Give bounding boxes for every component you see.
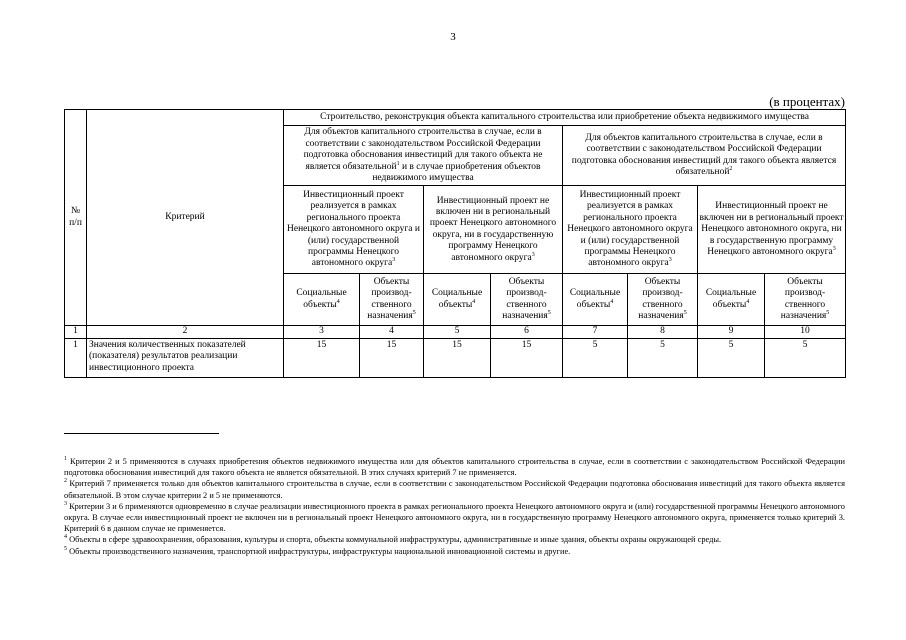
leaf-social [563,274,628,326]
column-number: 6 [491,326,563,338]
group-header-a [284,126,563,186]
column-number: 5 [424,326,491,338]
column-number: 10 [765,326,846,338]
footnote-ref: 3 [668,257,672,264]
leaf-text: Объекты производ-ственного назначения [780,277,827,322]
subheader-text: Инвестиционный проект реализуется в рамках регионального проекта Ненецкого автономного округа и (или) государственной программы Ненецкого автономного округа [287,189,420,269]
footnote-text: Объекты в сфере здравоохранения, образования, культуры и спорта, объекты коммунальной инфраструктуры, административные и иные здания, объекты охраны окружающей среды. [67,535,722,545]
footnote-ref: 5 [826,310,830,317]
leaf-social [424,274,491,326]
leaf-text: Объекты производ-ственного назначения [502,277,548,322]
group-header-b [563,126,846,186]
row-criterion: Значения количественных показателей (показателя) результатов реализации инвестиционного проекта [87,338,284,377]
leaf-industrial [491,274,563,326]
footnote-text: Критерий 7 применяется только для объектов капитального строительства в случае, если в соответствии с законодательством Российской Федерации подготовка обоснования инвестиций для такого объекта является обязательной. В этом случае критерии 2 и 5 не применяются. [64,479,845,500]
page-number: 3 [450,31,456,43]
leaf-text: Социальные объекты [705,288,757,310]
leaf-text: Объекты производ-ственного назначения [638,277,684,322]
footnote-text: Критерии 3 и 6 применяются одновременно в случае реализации инвестиционного проекта в рамках регионального проекта Ненецкого автономного округа и (или) государственной программы Ненецкого автономного округа. В случае если инвестиционный проект не включен ни в региональный проект Ненецкого автономного округа, ни в государственную программу Ненецкого автономного округа, применяется только критерий 3. Критерий 6 в данном случае не применяется. [64,501,845,534]
footnotes [64,456,845,557]
footnote-text: Объекты производственного назначения, транспортной инфраструктуры, инфраструктуры национальной инновационной системы и другие. [67,546,571,556]
row-value: 5 [563,338,628,377]
footnote-mark: 4 [64,534,67,541]
subheader-included-a [284,186,424,274]
footnote-ref: 2 [729,166,733,173]
subheader-included-b [563,186,698,274]
leaf-industrial [628,274,698,326]
footnote [64,456,845,478]
footnote-ref: 4 [746,298,750,305]
footnote-ref: 5 [412,310,416,317]
footnote-ref: 1 [396,160,400,167]
footnote-ref: 3 [531,251,535,258]
leaf-text: Социальные объекты [296,288,347,310]
footnote-ref: 3 [392,257,396,264]
row-value: 5 [765,338,846,377]
footnote-ref: 5 [683,310,687,317]
footnote-ref: 4 [610,298,614,305]
footnote-mark: 1 [64,456,67,463]
group-header-a-text: Для объектов капитального строительства в случае, если в соответствии с законодательством Российской Федерации подготовка обоснования инвестиций для такого объекта не является обязательной [303,127,543,172]
footnote-mark: 5 [64,545,67,552]
top-header: Строительство, реконструкция объекта капитального строительства или приобретение объекта недвижимого имущества [284,110,846,126]
footnote-ref: 4 [336,298,340,305]
footnote-divider [64,433,219,434]
column-number: 1 [65,326,87,338]
row-value: 15 [424,338,491,377]
footnote-ref: 4 [472,298,476,305]
column-number: 4 [360,326,424,338]
col-criterion-header: Критерий [87,110,284,326]
leaf-industrial [360,274,424,326]
footnote-ref: 3 [832,245,836,252]
leaf-industrial [765,274,846,326]
group-header-a-tail: и в случае приобретения объектов недвижимого имущества [372,161,541,183]
leaf-social [284,274,360,326]
column-number-row [65,326,846,338]
subheader-excluded-a [424,186,563,274]
footnote-mark: 2 [64,478,67,485]
row-value: 5 [698,338,765,377]
footnote [64,546,845,557]
subheader-text: Инвестиционный проект реализуется в рамках регионального проекта Ненецкого автономного округа и (или) государственной программы Ненецкого автономного округа [567,189,693,269]
column-number: 3 [284,326,360,338]
footnote-ref: 5 [547,310,551,317]
unit-note: (в процентах) [769,94,845,109]
row-value: 15 [284,338,360,377]
footnote-mark: 3 [64,501,67,508]
column-number: 7 [563,326,628,338]
criteria-table [64,109,846,378]
column-number: 8 [628,326,698,338]
col-num-header: № п/п [65,110,87,326]
row-value: 15 [491,338,563,377]
subheader-excluded-b [698,186,846,274]
column-number: 9 [698,326,765,338]
leaf-text: Социальные объекты [569,288,621,310]
row-value: 15 [360,338,424,377]
subheader-text: Инвестиционный проект не включен ни в региональный проект Ненецкого автономного округа, ни в государственную программу Ненецкого автономного округа [429,195,557,263]
criteria-table-wrapper [64,109,845,378]
column-number: 2 [87,326,284,338]
table-row [65,338,846,377]
leaf-text: Социальные объекты [431,288,483,310]
leaf-social [698,274,765,326]
subheader-text: Инвестиционный проект не включен ни в региональный проект Ненецкого автономного округа, ни в государственную программу Ненецкого автономного округа [699,201,844,257]
footnote-text: Критерии 2 и 5 применяются в случаях приобретения объектов недвижимого имущества или для объектов капитального строительства в случае, если в соответствии с законодательством Российской Федерации подготовка обоснования инвестиций для такого объекта не является обязательной. В этих случаях критерий 7 не применяется. [64,457,845,478]
group-header-b-text: Для объектов капитального строительства в случае, если в соответствии с законодательством Российской Федерации подготовка обоснования инвестиций для такого объекта является обязательной [571,133,837,178]
leaf-text: Объекты производ-ственного назначения [367,277,413,322]
footnote [64,534,845,545]
row-number: 1 [65,338,87,377]
footnote [64,478,845,500]
row-value: 5 [628,338,698,377]
footnote [64,501,845,535]
